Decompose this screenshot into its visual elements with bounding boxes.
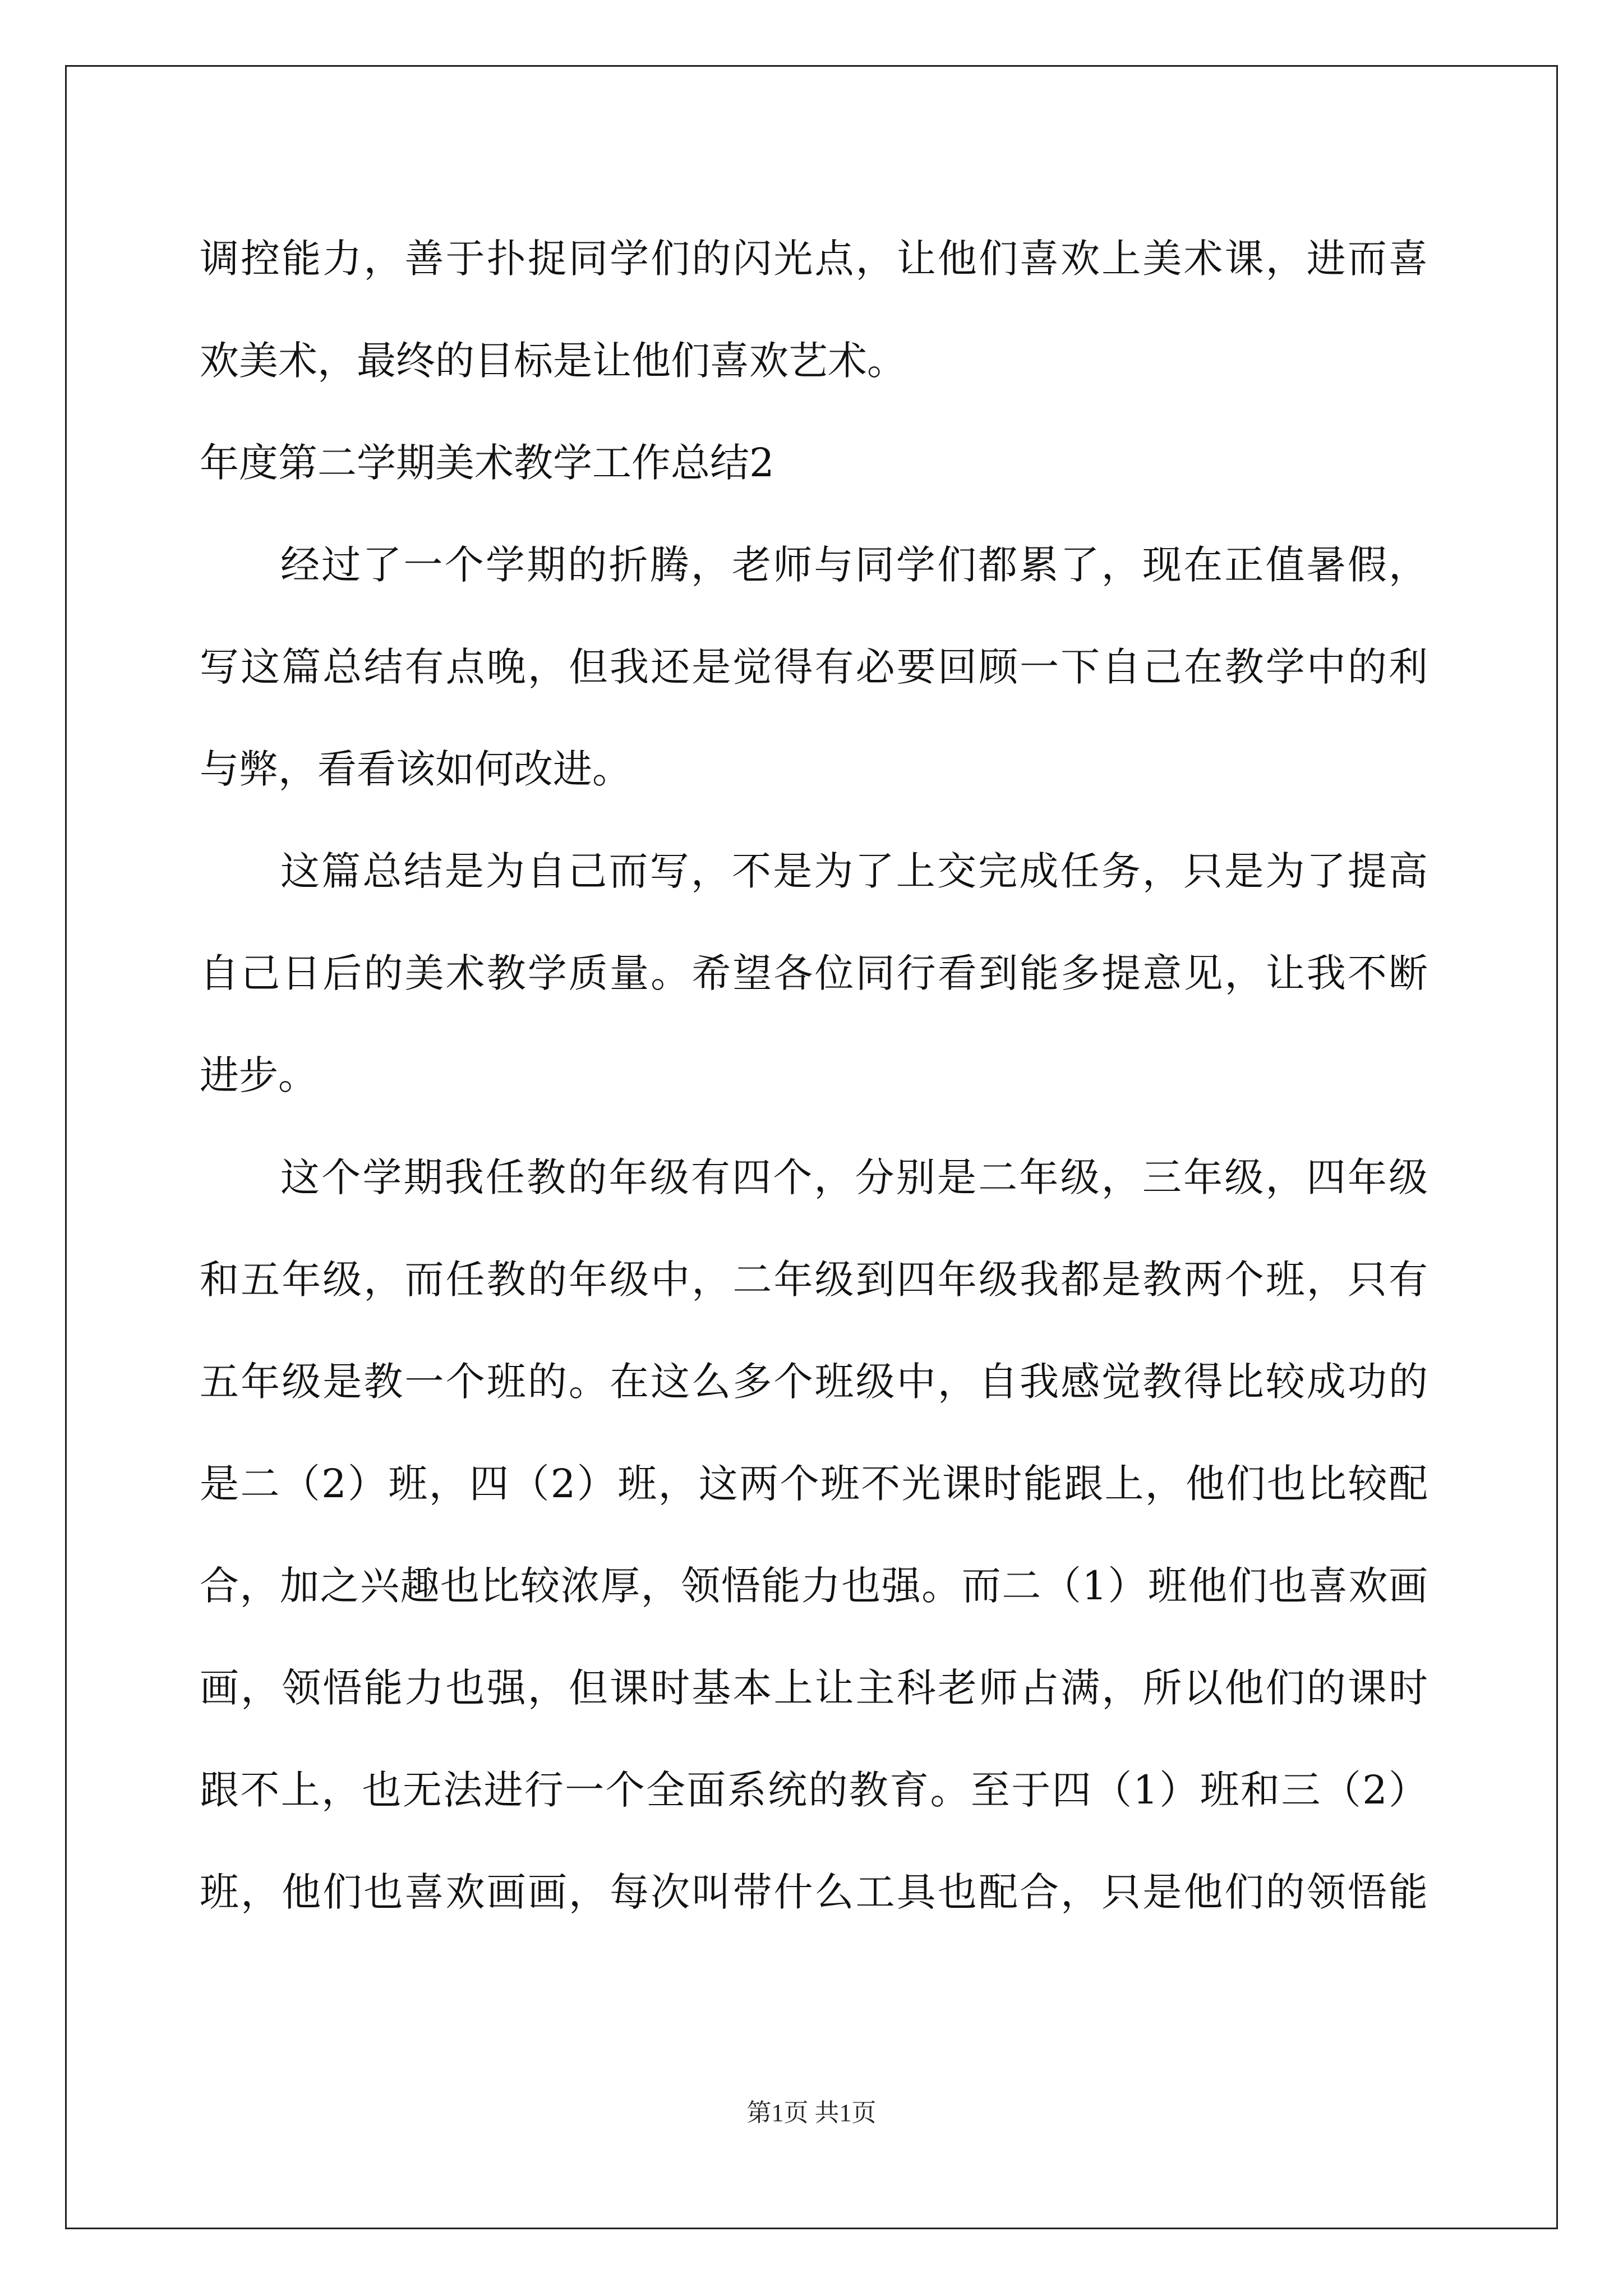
document-body [200,208,1428,1943]
text-line-4: 经过了一个学期的折腾，老师与同学们都累了，现在正值暑假， [280,542,1428,588]
text-line-2: 欢美术，最终的目标是让他们喜欢艺术。 [200,338,906,384]
text-line-12: 五年级是教一个班的。在这么多个班级中，自我感觉教得比较成功的 [200,1359,1428,1405]
text-line-15: 画，领悟能力也强，但课时基本上让主科老师占满，所以他们的课时 [200,1665,1428,1711]
text-line-9: 进步。 [200,1052,317,1098]
text-line-7: 这篇总结是为自己而写，不是为了上交完成任务，只是为了提高 [280,848,1428,894]
text-line-10: 这个学期我任教的年级有四个，分别是二年级，三年级，四年级 [280,1154,1428,1200]
text-line-5: 写这篇总结有点晚，但我还是觉得有必要回顾一下自己在教学中的利 [200,644,1428,690]
section-heading: 年度第二学期美术教学工作总结2 [200,440,774,486]
text-line-13: 是二（2）班，四（2）班，这两个班不光课时能跟上，他们也比较配 [200,1461,1428,1507]
page-footer: 第1页 共1页 [746,2099,877,2127]
text-line-17: 班，他们也喜欢画画，每次叫带什么工具也配合，只是他们的领悟能 [200,1869,1428,1915]
text-line-11: 和五年级，而任教的年级中，二年级到四年级我都是教两个班，只有 [200,1257,1428,1303]
text-line-16: 跟不上，也无法进行一个全面系统的教育。至于四（1）班和三（2） [200,1767,1428,1813]
text-line-14: 合，加之兴趣也比较浓厚，领悟能力也强。而二（1）班他们也喜欢画 [200,1563,1428,1609]
text-line-1: 调控能力，善于扑捉同学们的闪光点，让他们喜欢上美术课，进而喜 [200,236,1428,282]
text-line-6: 与弊，看看该如何改进。 [200,746,631,792]
text-line-8: 自己日后的美术教学质量。希望各位同行看到能多提意见，让我不断 [200,950,1428,996]
